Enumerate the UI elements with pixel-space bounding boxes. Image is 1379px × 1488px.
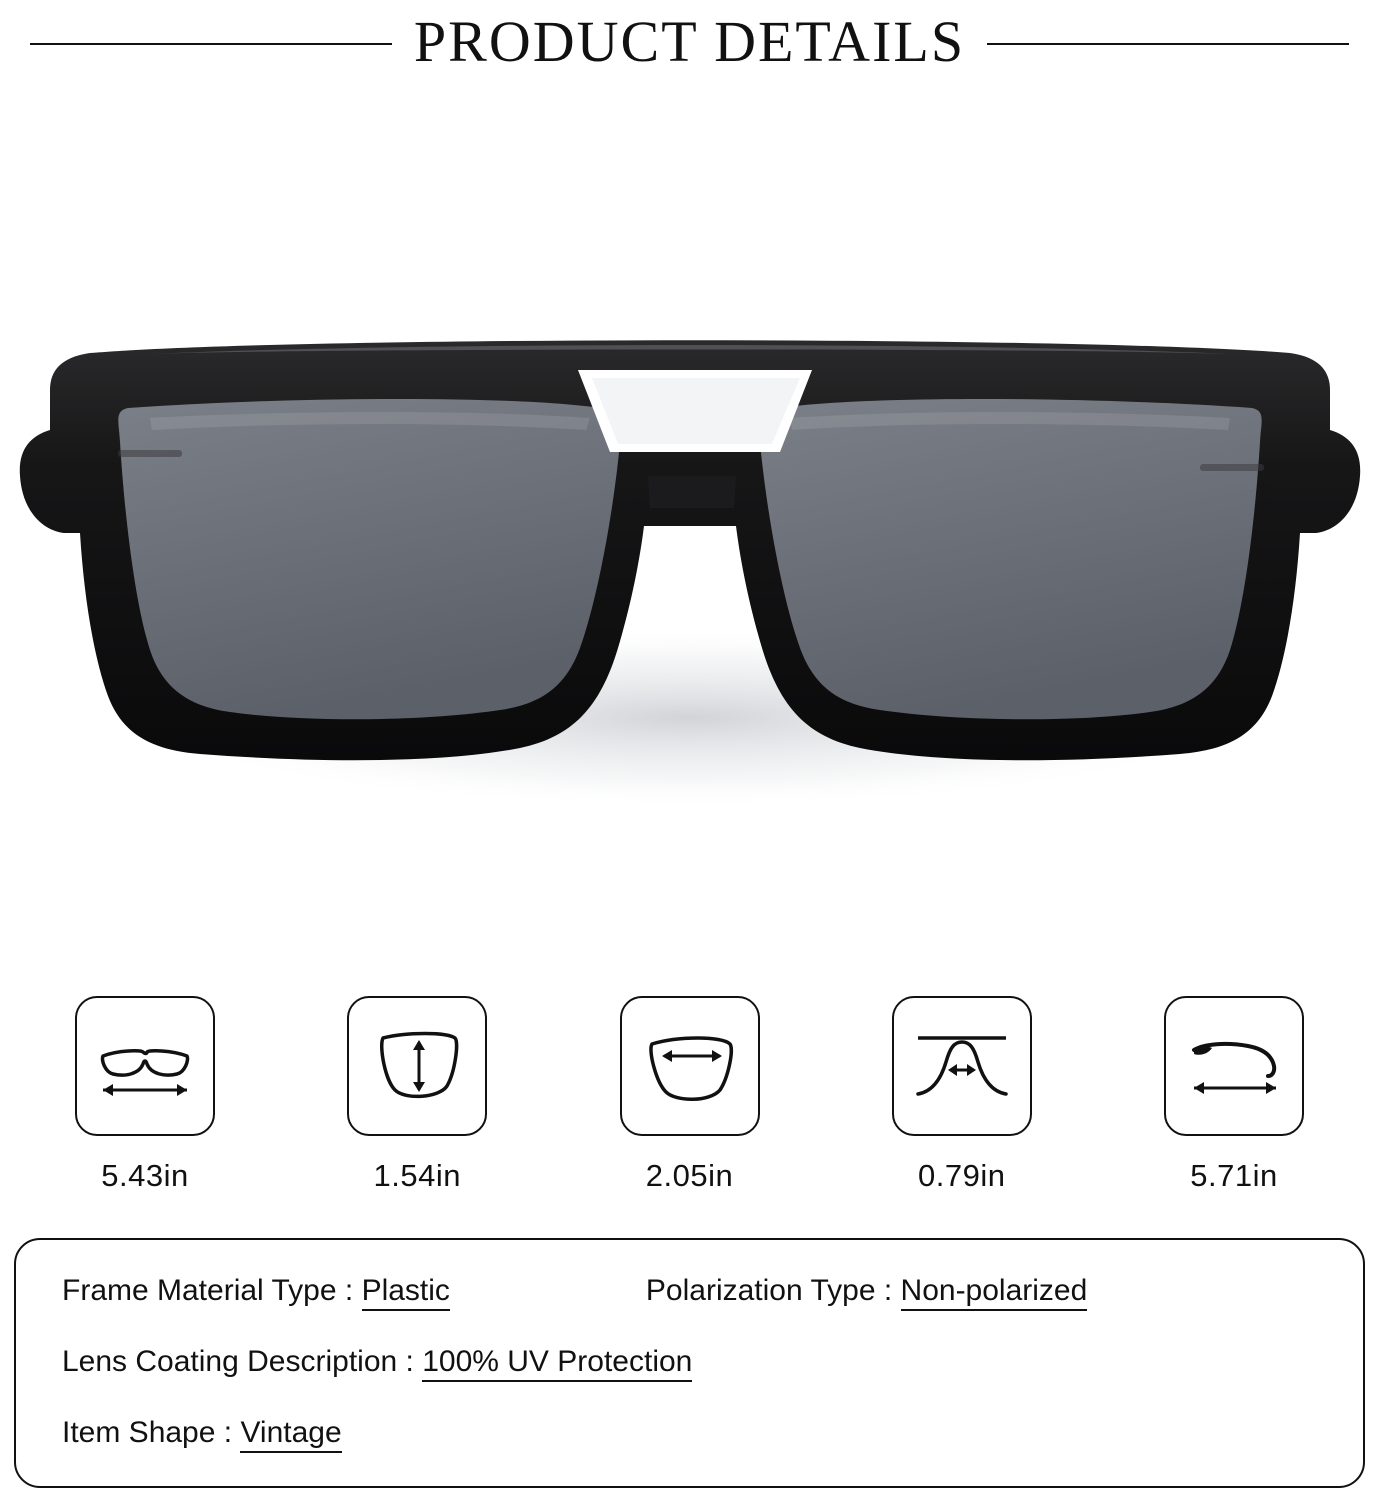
product-image [0,78,1379,908]
measurement-value: 5.43in [101,1158,189,1193]
spec-row [62,1268,1317,1313]
spec-key: Item Shape : [62,1416,233,1449]
spec-key: Frame Material Type : [62,1274,354,1307]
lens-height-icon [347,996,487,1136]
bridge-width-icon [892,996,1032,1136]
header-rule-left [30,43,392,45]
spec-row [62,1410,1317,1455]
sunglasses-illustration [0,78,1379,908]
spec-frame-material [62,1268,450,1313]
spec-lens-coating [62,1339,692,1384]
frame-width-icon [75,996,215,1136]
measurement-value: 1.54in [373,1158,461,1193]
measurement-row [0,996,1379,1194]
measurement-value: 2.05in [645,1158,734,1193]
measurement-value: 5.71in [1190,1158,1278,1193]
spec-item-shape [62,1410,342,1455]
spec-value: 100% UV Protection [422,1345,692,1382]
spec-value: Plastic [362,1274,450,1311]
measurement-temple-length [1129,996,1339,1194]
spec-polarization-type [646,1268,1087,1313]
spec-value: Vintage [240,1416,341,1453]
temple-length-icon [1164,996,1304,1136]
measurement-lens-height [312,996,522,1194]
lens-width-icon [620,996,760,1136]
measurement-value: 0.79in [918,1158,1006,1193]
spec-key: Lens Coating Description : [62,1345,414,1378]
spec-box [14,1238,1365,1488]
measurement-bridge-width [857,996,1067,1194]
spec-value: Non-polarized [901,1274,1088,1311]
page-title: PRODUCT DETAILS [413,9,966,74]
spec-row [62,1339,1317,1384]
spec-key: Polarization Type : [645,1274,893,1307]
measurement-lens-width [585,996,795,1194]
header-rule-right [987,43,1349,45]
page-header [0,0,1379,78]
measurement-frame-width [40,996,250,1194]
